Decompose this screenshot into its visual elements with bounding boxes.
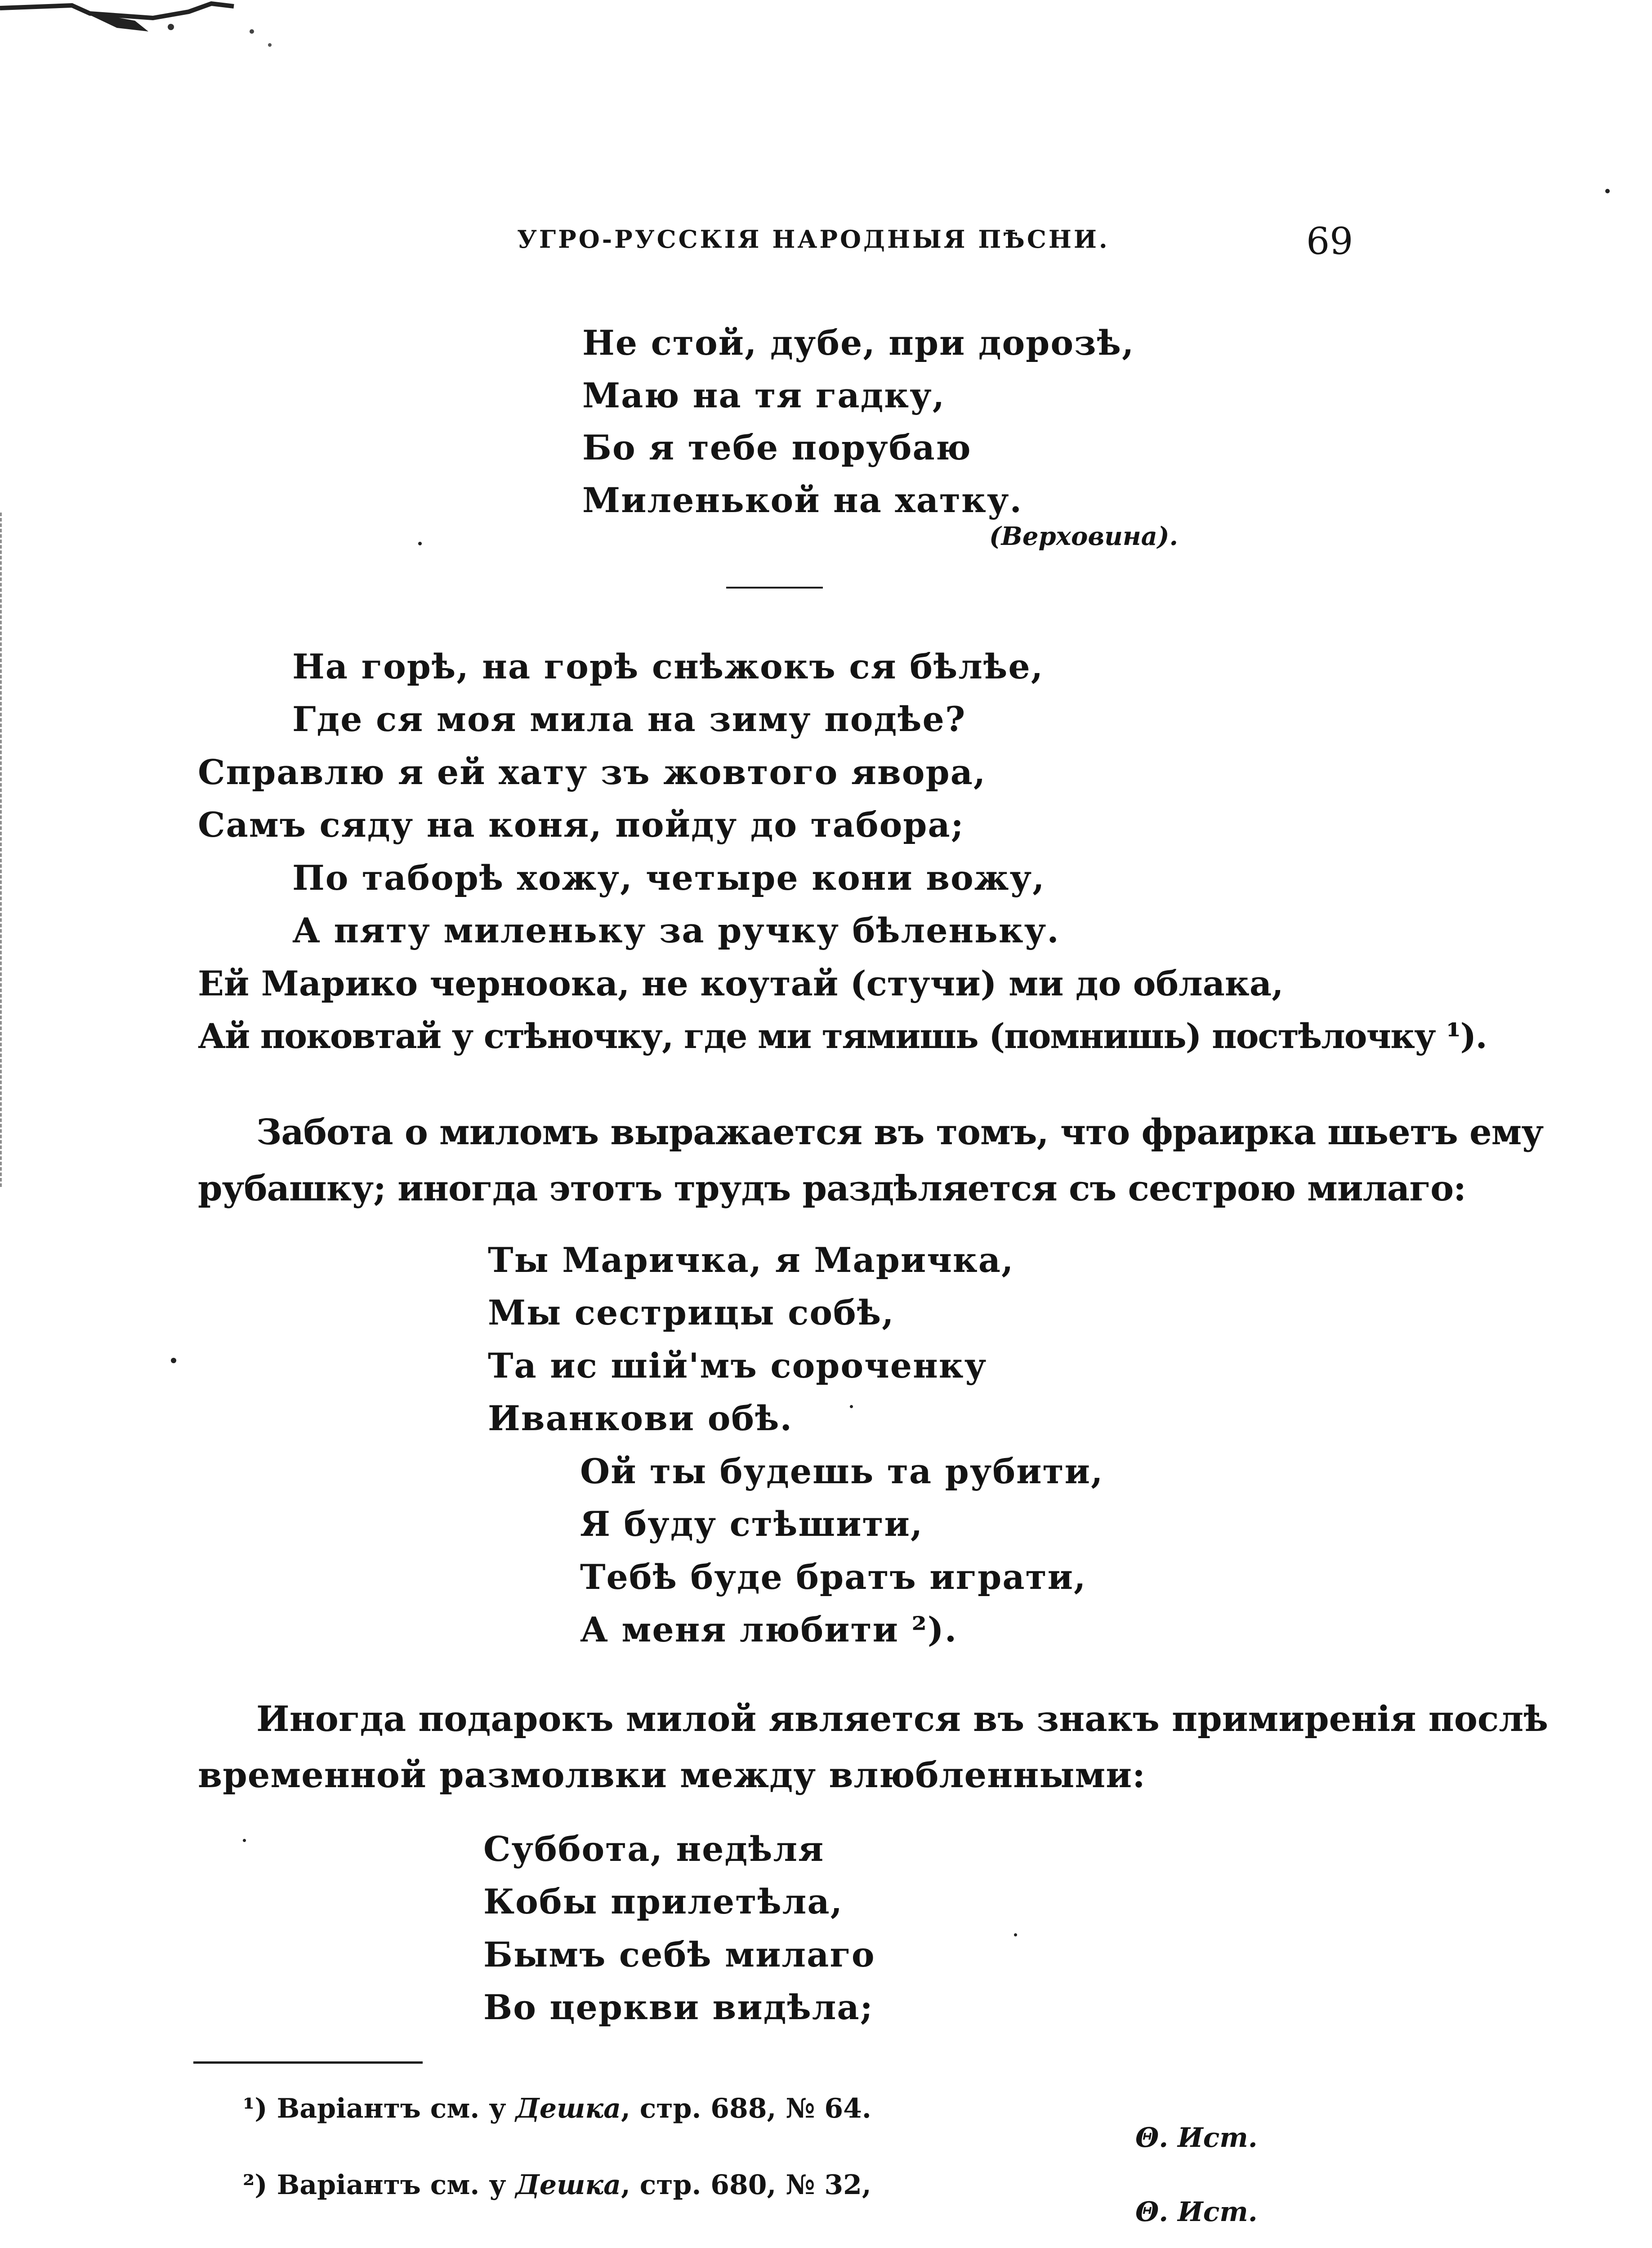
prose-line: Иногда подарокъ милой является въ знакъ примиренія послѣ	[256, 1699, 1549, 1740]
verse-line: Миленькой на хатку.	[582, 480, 1023, 520]
verse-line: А меня любити ²).	[580, 1610, 958, 1650]
verse-line: Ты Маричка, я Маричка,	[488, 1240, 1014, 1280]
footnote-signature: Θ. Ист.	[1135, 2122, 1258, 2154]
footnote-separator	[193, 2061, 423, 2064]
section-divider	[726, 587, 823, 589]
verse-line: Ай поковтай у стѣночку, где ми тямишь (помнишь) постѣлочку ¹).	[198, 1016, 1487, 1056]
verse-line: Иванкови обѣ.	[488, 1398, 793, 1438]
scan-speck	[1605, 189, 1610, 193]
footnote-text: , стр. 688, № 64.	[621, 2093, 871, 2124]
prose-line: Забота о миломъ выражается въ томъ, что фраирка шьетъ ему	[256, 1112, 1544, 1153]
footnote-source: Дешка	[515, 2093, 621, 2124]
verse-line: Кобы прилетѣла,	[483, 1882, 844, 1922]
footnote-source: Дешка	[515, 2169, 621, 2201]
scan-smudge	[0, 0, 279, 54]
scan-edge-marks	[0, 513, 8, 1187]
verse-line: Во церкви видѣла;	[483, 1987, 874, 2027]
footnote-signature: Θ. Ист.	[1135, 2196, 1258, 2228]
verse-line: Та ис шій'мъ сороченку	[488, 1346, 987, 1386]
scan-speck	[171, 1358, 176, 1363]
verse-line: Самъ сяду на коня, пойду до табора;	[198, 805, 964, 845]
verse-line: Тебѣ буде братъ играти,	[580, 1557, 1087, 1597]
verse-line: Справлю я ей хату зъ жовтого явора,	[198, 752, 987, 792]
footnote-text: , стр. 680, № 32,	[621, 2169, 871, 2201]
scan-speck	[418, 542, 422, 545]
scan-speck	[1014, 1933, 1017, 1936]
page-number: 69	[1306, 220, 1353, 263]
verse-line: По таборѣ хожу, четыре кони вожу,	[292, 858, 1045, 898]
prose-line: рубашку; иногда этотъ трудъ раздѣляется съ сестрою милаго:	[198, 1168, 1466, 1209]
footnote-marker: ¹)	[243, 2093, 268, 2124]
running-head: УГРО-РУССКІЯ НАРОДНЫЯ ПѢСНИ.	[517, 225, 1110, 254]
verse-line: Бо я тебе порубаю	[582, 428, 972, 468]
song-attribution: (Верховина).	[989, 522, 1178, 551]
footnote-text: Варіантъ см. у	[277, 2169, 516, 2201]
verse-line: Не стой, дубе, при дорозѣ,	[582, 323, 1135, 363]
verse-line: Маю на тя гадку,	[582, 375, 946, 415]
footnote-1	[243, 2095, 871, 2122]
footnote-marker: ²)	[243, 2169, 268, 2201]
verse-line: Я буду стѣшити,	[580, 1504, 924, 1544]
footnote-2	[243, 2169, 871, 2201]
verse-line: Ей Марико черноока, не коутай (стучи) ми до облака,	[198, 963, 1284, 1004]
verse-line: Мы сестрицы собѣ,	[488, 1293, 895, 1333]
verse-line: А пяту миленьку за ручку бѣленьку.	[292, 910, 1060, 950]
scan-speck	[850, 1405, 853, 1408]
prose-line: временной размолвки между влюбленными:	[198, 1755, 1146, 1796]
verse-line: Бымъ себѣ милаго	[483, 1935, 875, 1975]
scan-speck	[243, 1839, 246, 1842]
footnote-text: Варіантъ см. у	[277, 2093, 516, 2124]
verse-line: Где ся моя мила на зиму подѣе?	[292, 699, 966, 739]
verse-line: На горѣ, на горѣ снѣжокъ ся бѣлѣе,	[292, 647, 1044, 687]
verse-line: Суббота, недѣля	[483, 1829, 825, 1869]
verse-line: Ой ты будешь та рубити,	[580, 1451, 1104, 1491]
